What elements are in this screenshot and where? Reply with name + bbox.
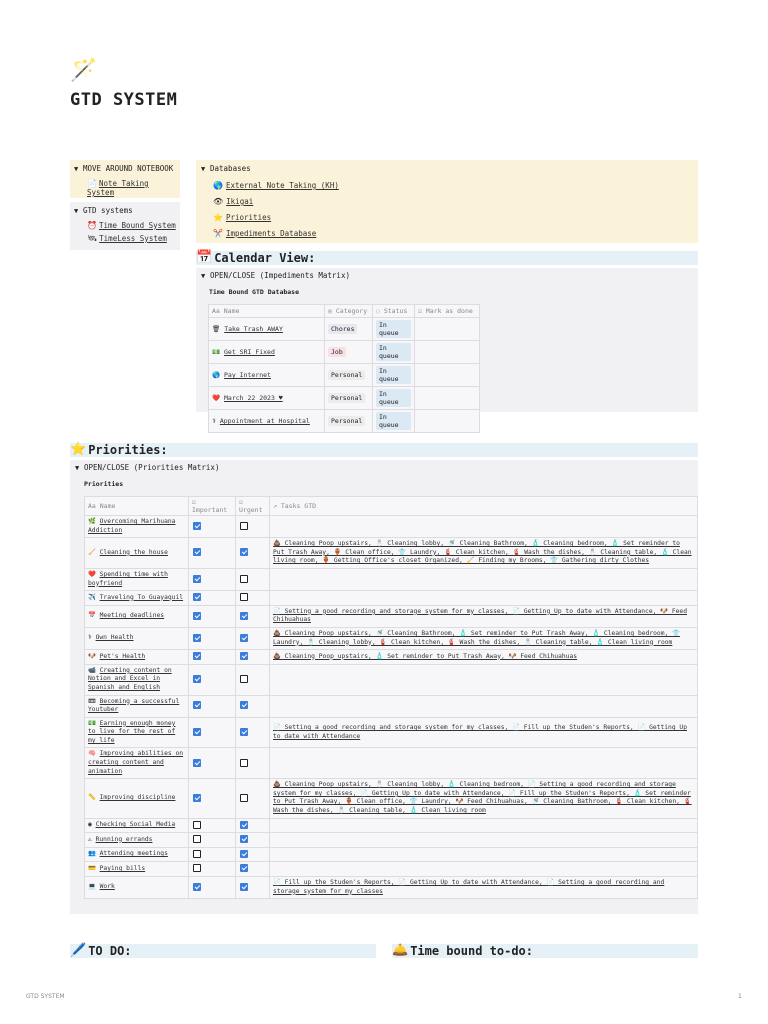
row-icon: 💻 xyxy=(88,883,96,891)
cell-important xyxy=(189,818,236,833)
row-name-link[interactable]: Improving discipline xyxy=(99,794,176,802)
time-bound-todo-heading-text: Time bound to-do: xyxy=(410,944,534,958)
row-name-link[interactable]: Work xyxy=(99,883,115,891)
priorities-table xyxy=(84,496,698,899)
cell-urgent xyxy=(236,627,270,649)
impediments-matrix-toggle[interactable] xyxy=(201,271,350,281)
cell-important xyxy=(189,695,236,717)
cell-tasks[interactable] xyxy=(270,568,698,590)
row-icon: 🌿 xyxy=(88,518,96,525)
cell-name[interactable] xyxy=(85,627,189,649)
eye-icon: 👁 xyxy=(213,197,224,206)
calendar-card xyxy=(196,268,698,429)
priorities-card xyxy=(70,460,698,914)
table-row xyxy=(85,862,698,877)
footer-page-number: 1 xyxy=(738,993,742,1000)
cell-name[interactable] xyxy=(85,847,189,862)
urgent-checkbox[interactable] xyxy=(240,883,248,891)
calendar-icon: 📅 xyxy=(196,250,213,265)
cell-status[interactable] xyxy=(373,387,415,410)
status-tag: In queue xyxy=(376,366,411,384)
table-row xyxy=(85,877,698,899)
page-icon: 📄 xyxy=(87,179,97,188)
cell-category[interactable] xyxy=(325,318,373,341)
gtd-systems-toggle xyxy=(70,202,180,250)
row-name-link[interactable]: Pet's Health xyxy=(99,652,146,660)
pen-icon: 🖊️ xyxy=(70,943,87,958)
databases-label: Databases xyxy=(210,164,251,173)
cell-urgent xyxy=(236,591,270,606)
row-name-link[interactable]: Paying bills xyxy=(99,864,146,872)
important-checkbox[interactable] xyxy=(193,835,201,843)
row-icon: ⚕ xyxy=(212,417,216,425)
urgent-checkbox[interactable] xyxy=(240,675,248,683)
status-tag: In queue xyxy=(376,320,411,338)
cell-mark-done[interactable] xyxy=(415,341,480,364)
row-icon: 👥 xyxy=(88,850,96,858)
cell-urgent xyxy=(236,650,270,665)
cell-urgent xyxy=(236,695,270,717)
row-icon: 📅 xyxy=(88,612,96,620)
urgent-checkbox[interactable] xyxy=(240,759,248,767)
cell-important xyxy=(189,568,236,590)
row-name-link[interactable]: Creating content on Notion and Excel in Spanish and English xyxy=(88,666,172,691)
table-row xyxy=(85,717,698,748)
alarm-clock-icon: ⏰ xyxy=(87,221,97,230)
row-icon: 📼 xyxy=(88,697,96,705)
row-name-link[interactable]: Running errands xyxy=(95,835,153,843)
cell-category[interactable] xyxy=(325,410,373,433)
row-icon: 🌎 xyxy=(212,371,221,379)
important-checkbox[interactable] xyxy=(193,701,201,709)
toggle-triangle-icon: ▼ xyxy=(201,272,206,280)
cell-mark-done[interactable] xyxy=(415,318,480,341)
row-name-link[interactable]: Own Health xyxy=(95,634,134,642)
nav-item-label: TimeLess System xyxy=(99,234,167,243)
cell-category[interactable] xyxy=(325,364,373,387)
move-around-label: MOVE AROUND NOTEBOOK xyxy=(83,164,174,173)
tasks-list: 💩 Cleaning Poop upstairs, 🧂 Cleaning lobby, 🧴 Cleaning bedroom, 📄 Setting a good recording and storage system for my classes, 📄 Getting Up to date with Attendance, 📄 Fill up the Studen's Reports, 🧴 Set reminder to Put Trash Away, 🏺 Clean office, 👕 Laundry, 🐶 Feed Chihuahuas, 🚿 Cleaning Bathroom, 🧯 Clean kitchen, 🧯 Wash the dishes, 🧂 Cleaning table, 🧴 Clean living room xyxy=(273,781,692,815)
important-checkbox[interactable] xyxy=(193,634,201,642)
cell-important xyxy=(189,847,236,862)
cell-urgent xyxy=(236,538,270,569)
row-icon: 💵 xyxy=(212,348,221,356)
cell-status[interactable] xyxy=(373,410,415,433)
category-tag: Personal xyxy=(328,393,365,403)
table-row xyxy=(209,341,480,364)
urgent-checkbox[interactable] xyxy=(240,634,248,642)
urgent-checkbox[interactable] xyxy=(240,612,248,620)
cell-important xyxy=(189,627,236,649)
important-checkbox[interactable] xyxy=(193,675,201,683)
time-bound-db-title: Time Bound GTD Database xyxy=(209,288,300,296)
cell-status[interactable] xyxy=(373,341,415,364)
row-icon: 🧹 xyxy=(88,548,96,556)
table-row xyxy=(209,387,480,410)
db-link-impediments[interactable] xyxy=(213,229,693,239)
cell-tasks[interactable] xyxy=(270,627,698,649)
row-icon: ❤️ xyxy=(88,570,96,578)
column-header-tasks[interactable]: ↗ Tasks GTD xyxy=(270,497,698,516)
db-link-external-note-taking[interactable] xyxy=(213,181,693,191)
table-row xyxy=(85,627,698,649)
table-row xyxy=(85,779,698,818)
cell-name[interactable] xyxy=(85,695,189,717)
cell-name[interactable] xyxy=(85,748,189,779)
todo-heading xyxy=(70,944,376,958)
cell-name[interactable] xyxy=(85,833,189,848)
cell-name[interactable] xyxy=(209,410,325,433)
cell-tasks[interactable] xyxy=(270,779,698,818)
cell-name[interactable] xyxy=(85,717,189,748)
category-tag: Personal xyxy=(328,416,365,426)
cell-urgent xyxy=(236,818,270,833)
important-checkbox[interactable] xyxy=(193,794,201,802)
cell-name[interactable] xyxy=(85,818,189,833)
important-checkbox[interactable] xyxy=(193,575,201,583)
cell-urgent xyxy=(236,877,270,899)
cell-urgent xyxy=(236,779,270,818)
cell-status[interactable] xyxy=(373,318,415,341)
urgent-checkbox[interactable] xyxy=(240,821,248,829)
cell-tasks[interactable] xyxy=(270,516,698,538)
row-name-link[interactable]: Checking Social Media xyxy=(95,821,176,829)
cell-urgent xyxy=(236,847,270,862)
cell-important xyxy=(189,538,236,569)
footer-title: GTD SYSTEM xyxy=(26,993,65,1000)
satellite-icon: 🛰 xyxy=(87,234,98,243)
cell-name[interactable] xyxy=(85,591,189,606)
column-header-urgent[interactable]: ☑ Urgent xyxy=(236,497,270,516)
toggle-triangle-icon: ▼ xyxy=(74,165,79,173)
cell-urgent xyxy=(236,516,270,538)
row-icon: 🧠 xyxy=(88,750,96,758)
cell-name[interactable] xyxy=(85,650,189,665)
cell-tasks[interactable] xyxy=(270,877,698,899)
cell-name[interactable] xyxy=(209,318,325,341)
nav-item-note-taking[interactable] xyxy=(87,179,176,197)
row-icon: 📏 xyxy=(88,794,96,802)
status-tag: In queue xyxy=(376,389,411,407)
row-name-link[interactable]: Earning enough money to live for the rest of my life xyxy=(88,719,176,744)
row-icon: ✈️ xyxy=(88,593,96,601)
databases-toggle xyxy=(196,160,698,243)
category-tag: Job xyxy=(328,347,346,357)
urgent-checkbox[interactable] xyxy=(240,835,248,843)
urgent-checkbox[interactable] xyxy=(240,850,248,858)
important-checkbox[interactable] xyxy=(193,593,201,601)
cell-name[interactable] xyxy=(85,605,189,627)
urgent-checkbox[interactable] xyxy=(240,728,248,736)
table-row xyxy=(85,568,698,590)
table-row xyxy=(85,605,698,627)
category-tag: Personal xyxy=(328,370,365,380)
toggle-label: OPEN/CLOSE (Priorities Matrix) xyxy=(84,463,220,472)
toggle-triangle-icon: ▼ xyxy=(74,207,79,215)
databases-header[interactable] xyxy=(201,163,693,175)
row-name-link[interactable]: Improving abilities on creating content and animation xyxy=(88,750,184,775)
important-checkbox[interactable] xyxy=(193,850,201,858)
cell-name[interactable] xyxy=(85,516,189,538)
table-row xyxy=(85,847,698,862)
cell-name[interactable] xyxy=(85,877,189,899)
status-tag: In queue xyxy=(376,412,411,430)
cell-tasks[interactable] xyxy=(270,818,698,833)
tasks-list: 💩 Cleaning Poop upstairs, 🧂 Cleaning lobby, 🚿 Cleaning Bathroom, 🧴 Cleaning bedroom, 🧴 Set reminder to Put Trash Away, 🏺 Clean office, 👕 Laundry, 🧯 Clean kitchen, 🧯 Wash the dishes, 🧂 Cleaning table, 🧴 Clean living room, 🏺 Getting Office's closet Organized, 🧹 Finding my Brooms, 👕 Gathering dirty Clothes xyxy=(273,540,692,565)
cell-name[interactable] xyxy=(85,568,189,590)
move-around-header[interactable] xyxy=(74,163,176,175)
row-icon: 📹 xyxy=(88,666,96,674)
priorities-matrix-toggle[interactable] xyxy=(75,463,219,473)
row-name-link[interactable]: Appointment at Hospital xyxy=(219,417,310,425)
important-checkbox[interactable] xyxy=(193,652,201,660)
cell-important xyxy=(189,779,236,818)
row-name-link[interactable]: Cleaning the house xyxy=(99,548,168,556)
db-link-label: External Note Taking (KH) xyxy=(225,181,339,190)
time-bound-todo-heading xyxy=(392,944,698,958)
row-name-link[interactable]: Take Trash AWAY xyxy=(224,325,283,333)
cell-urgent xyxy=(236,717,270,748)
row-name-link[interactable]: Meeting deadlines xyxy=(99,612,165,620)
gtd-systems-label: GTD systems xyxy=(83,206,133,215)
calendar-view-heading xyxy=(196,251,698,265)
bell-icon: 🛎️ xyxy=(392,943,409,958)
cell-important xyxy=(189,748,236,779)
calendar-heading-text: Calendar View: xyxy=(214,251,316,265)
cell-important xyxy=(189,833,236,848)
table-row xyxy=(85,748,698,779)
cell-important xyxy=(189,717,236,748)
tasks-list: 📄 Setting a good recording and storage system for my classes, 📄 Fill up the Studen's Reports, 📄 Getting Up to date with Attendance xyxy=(273,723,687,740)
row-icon: ◉ xyxy=(88,821,92,829)
cell-important xyxy=(189,516,236,538)
table-row xyxy=(85,650,698,665)
tasks-list: 📄 Fill up the Studen's Reports, 📄 Getting Up to date with Attendance, 📄 Setting a good recording and storage system for my classes xyxy=(273,879,665,895)
cell-tasks[interactable] xyxy=(270,591,698,606)
urgent-checkbox[interactable] xyxy=(240,575,248,583)
db-link-label: Impediments Database xyxy=(225,229,317,238)
row-name-link[interactable]: Pay Internet xyxy=(224,371,271,379)
cell-urgent xyxy=(236,833,270,848)
cell-name[interactable] xyxy=(209,387,325,410)
page-icon: 🪄 xyxy=(70,58,98,83)
column-header-category[interactable]: ◎ Category xyxy=(325,305,373,318)
status-tag: In queue xyxy=(376,343,411,361)
cell-tasks[interactable] xyxy=(270,847,698,862)
column-header-status[interactable]: ◌ Status xyxy=(373,305,415,318)
cell-name[interactable] xyxy=(85,664,189,695)
important-checkbox[interactable] xyxy=(193,522,201,530)
cell-important xyxy=(189,862,236,877)
table-row xyxy=(209,318,480,341)
tasks-list: 💩 Cleaning Poop upstairs, 🚿 Cleaning Bathroom, 🧴 Set reminder to Put Trash Away, 🧴 Cleaning bedroom, 👕 Laundry, 🧂 Cleaning lobby, 🧯 Clean kitchen, 🧯 Wash the dishes, 🧂 Cleaning table, 🧴 Clean living room xyxy=(273,629,680,646)
row-icon: 🗑 xyxy=(212,325,221,333)
cell-tasks[interactable] xyxy=(270,695,698,717)
nav-item-time-bound[interactable] xyxy=(87,221,176,230)
move-around-notebook-toggle xyxy=(70,160,180,198)
cell-tasks[interactable] xyxy=(270,538,698,569)
priorities-db-title: Priorities xyxy=(84,480,124,488)
time-bound-table xyxy=(208,304,480,433)
cell-tasks[interactable] xyxy=(270,664,698,695)
row-icon: 💳 xyxy=(88,864,96,872)
cell-tasks[interactable] xyxy=(270,605,698,627)
cell-mark-done[interactable] xyxy=(415,410,480,433)
table-row xyxy=(85,538,698,569)
cell-urgent xyxy=(236,862,270,877)
db-link-ikigai[interactable] xyxy=(213,197,693,207)
cell-tasks[interactable] xyxy=(270,748,698,779)
row-name-link[interactable]: Spending time with boyfriend xyxy=(88,570,168,587)
category-tag: Chores xyxy=(328,324,357,334)
cell-important xyxy=(189,605,236,627)
urgent-checkbox[interactable] xyxy=(240,864,248,872)
cell-important xyxy=(189,650,236,665)
nav-item-label: Time Bound System xyxy=(98,221,176,230)
important-checkbox[interactable] xyxy=(193,864,201,872)
cell-name[interactable] xyxy=(85,538,189,569)
cell-name[interactable] xyxy=(85,862,189,877)
cell-category[interactable] xyxy=(325,387,373,410)
urgent-checkbox[interactable] xyxy=(240,701,248,709)
cell-important xyxy=(189,664,236,695)
row-name-link[interactable]: Attending meetings xyxy=(99,850,168,858)
todo-heading-text: TO DO: xyxy=(88,944,132,958)
table-row xyxy=(85,833,698,848)
important-checkbox[interactable] xyxy=(193,548,201,556)
cell-urgent xyxy=(236,748,270,779)
row-name-link[interactable]: Traveling To Guayaquil xyxy=(99,593,184,601)
urgent-checkbox[interactable] xyxy=(240,548,248,556)
cell-tasks[interactable] xyxy=(270,862,698,877)
urgent-checkbox[interactable] xyxy=(240,652,248,660)
cell-tasks[interactable] xyxy=(270,833,698,848)
cell-status[interactable] xyxy=(373,364,415,387)
cell-tasks[interactable] xyxy=(270,650,698,665)
cell-important xyxy=(189,591,236,606)
toggle-triangle-icon: ▼ xyxy=(201,165,206,173)
db-link-priorities[interactable] xyxy=(213,213,693,223)
cell-name[interactable] xyxy=(209,364,325,387)
row-icon: ⚠ xyxy=(88,835,92,843)
globe-icon: 🌎 xyxy=(213,181,223,190)
star-icon: ⭐ xyxy=(70,442,87,457)
scissors-icon: ✂️ xyxy=(213,229,223,238)
row-name-link[interactable]: Becoming a successful Youtuber xyxy=(88,697,180,714)
cell-urgent xyxy=(236,605,270,627)
table-row xyxy=(85,591,698,606)
cell-category[interactable] xyxy=(325,341,373,364)
table-header-row xyxy=(209,305,480,318)
row-icon: ⚕ xyxy=(88,634,92,642)
column-header-name[interactable]: Aa Name xyxy=(209,305,325,318)
urgent-checkbox[interactable] xyxy=(240,593,248,601)
important-checkbox[interactable] xyxy=(193,612,201,620)
urgent-checkbox[interactable] xyxy=(240,522,248,530)
row-name-link[interactable]: March 22 2023 ♥ xyxy=(224,394,283,402)
column-header-name[interactable]: Aa Name xyxy=(85,497,189,516)
important-checkbox[interactable] xyxy=(193,883,201,891)
row-icon: 💵 xyxy=(88,719,96,727)
table-row xyxy=(85,516,698,538)
important-checkbox[interactable] xyxy=(193,759,201,767)
tasks-list: 💩 Cleaning Poop upstairs, 🧴 Set reminder to Put Trash Away, 🐶 Feed Chihuahuas xyxy=(273,652,578,660)
row-name-link[interactable]: Overcoming Marihuana Addiction xyxy=(88,518,176,534)
table-row xyxy=(85,818,698,833)
table-row xyxy=(85,664,698,695)
table-row xyxy=(209,410,480,433)
urgent-checkbox[interactable] xyxy=(240,794,248,802)
important-checkbox[interactable] xyxy=(193,821,201,829)
cell-mark-done[interactable] xyxy=(415,364,480,387)
cell-urgent xyxy=(236,664,270,695)
table-row xyxy=(209,364,480,387)
nav-item-label: Note Taking System xyxy=(87,179,149,197)
toggle-triangle-icon: ▼ xyxy=(75,464,80,472)
priorities-heading-text: Priorities: xyxy=(88,443,168,457)
table-row xyxy=(85,695,698,717)
column-header-mark-done[interactable]: ☑ Mark as done xyxy=(415,305,480,318)
priorities-heading xyxy=(70,443,698,457)
cell-name[interactable] xyxy=(209,341,325,364)
column-header-important[interactable]: ☑ Important xyxy=(189,497,236,516)
cell-important xyxy=(189,877,236,899)
cell-tasks[interactable] xyxy=(270,717,698,748)
cell-name[interactable] xyxy=(85,779,189,818)
db-link-label: Ikigai xyxy=(226,197,254,206)
db-link-label: Priorities xyxy=(225,213,272,222)
row-icon: 🐶 xyxy=(88,652,96,660)
gtd-systems-header[interactable] xyxy=(74,205,176,217)
row-name-link[interactable]: Get SRI Fixed xyxy=(224,348,275,356)
important-checkbox[interactable] xyxy=(193,728,201,736)
cell-mark-done[interactable] xyxy=(415,387,480,410)
star-icon: ⭐ xyxy=(213,213,223,222)
tasks-list: 📄 Setting a good recording and storage system for my classes, 📄 Getting Up to date with Attendance, 🐶 Feed Chihuahuas xyxy=(273,607,687,624)
cell-urgent xyxy=(236,568,270,590)
row-icon: ❤️ xyxy=(212,394,221,402)
page-title: GTD SYSTEM xyxy=(70,90,178,110)
nav-item-timeless[interactable] xyxy=(87,234,176,243)
table-header-row xyxy=(85,497,698,516)
toggle-label: OPEN/CLOSE (Impediments Matrix) xyxy=(210,271,350,280)
